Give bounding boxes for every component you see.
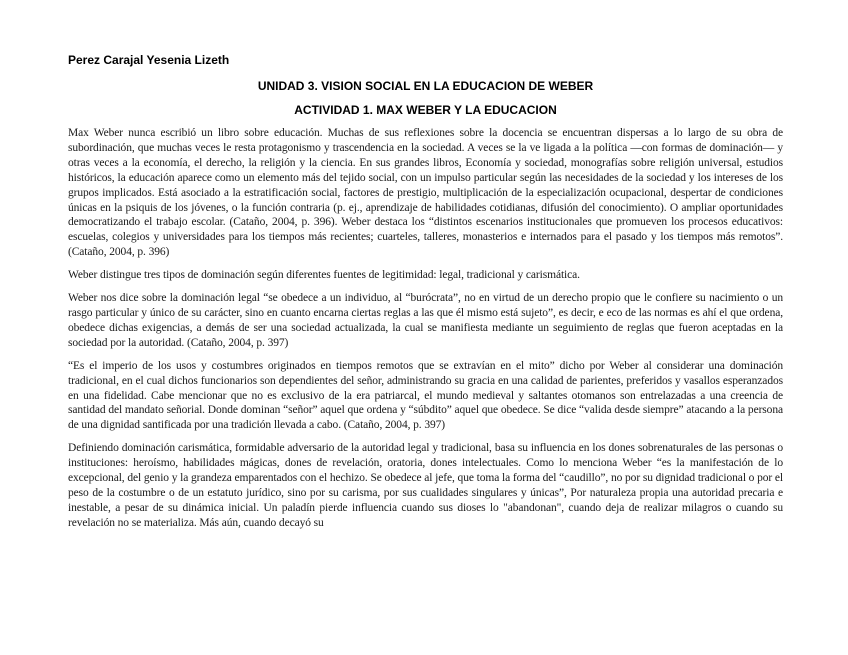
paragraph-charismatic-domination: Definiendo dominación carismática, formidable adversario de la autoridad legal y tradicional, basa su influencia en los dones sobrenaturales de las personas o instituciones: heroísmo, habilidades mágicas, dones de revelación, oratoria, dones intelectuales. Como lo menciona Weber “es la manifestación de lo excepcional, del genio y la grandeza emparentados con el hechizo. Se obedece al jefe, que toma la forma del “caudillo”, no por su dignidad tradicional o por el peso de la costumbre o de un estatuto jurídico, sino por su carisma, por sus cualidades singulares y únicas”, Por naturaleza propia una autoridad precaria e inestable, a pesar de su dinámica inicial. Un paladín pierde influencia cuando sus dioses lo "abandonan", cuando deja de realizar milagros o cuando su revelación no se materializa. Más aún, cuando decayó su xyxy=(68,442,784,529)
activity-title: ACTIVIDAD 1. MAX WEBER Y LA EDUCACION xyxy=(294,103,557,117)
paragraph-traditional-domination: “Es el imperio de los usos y costumbres originados en tiempos remotos que se extravían en el mito” dicho por Weber al considerar una dominación tradicional, en el cual dichos funcionarios son dependientes del señor, administrando su gracia en una calidad de parientes, preferidos y vasallos esperanzados en una fidelidad. Cabe mencionar que no es exclusivo de la era patriarcal, el mundo medieval y saltantes otomanos son entrelazadas a una creencia de santidad del mandato señorial. Donde dominan “señor” aquel que ordena y “súbdito” aquel que obedece. Se dice “valida desde siempre” atacando a la persona de una dignidad santificada por una tradición llevada a cabo. (Cataño, 2004, p. 397) xyxy=(68,359,783,432)
unit-title: UNIDAD 3. VISION SOCIAL EN LA EDUCACION DE WEBER xyxy=(257,79,594,93)
document-body xyxy=(68,126,783,539)
author-name: Perez Carajal Yesenia Lizeth xyxy=(68,53,230,67)
paragraph-intro: Max Weber nunca escribió un libro sobre educación. Muchas de sus reflexiones sobre la docencia se encuentran dispersas a lo largo de su obra de subordinación, que muchas veces le resta protagonismo y trascendencia en la sociedad. A veces se la ve ligada a la política —con formas de dominación— y otras veces a la economía, el derecho, la religión y la ciencia. En sus grandes libros, Economía y sociedad, monografías sobre religión universal, estudios históricos, la educación aparece como un elemento más del tejido social, con un impulso particular según las necesidades de la sociedad y los intereses de los grupos implicados. Está asociado a la estratificación social, factores de prestigio, multiplicación de la especialización ocupacional, despertar de condiciones únicas en la psiquis de los jóvenes, o la función contraria (p. ej., aprendizaje de habilidades cotidianas, difusión del conocimiento). O ampliar oportunidades democratizando el trabajo escolar. (Cataño, 2004, p. 396). Weber destaca los “distintos escenarios institucionales que promueven los procesos educativos: escuelas, colegios y universidades para los tiempos más recientes; cuarteles, talleres, monasterios e internados para el pasado y los tiempos más remotos”. (Cataño, 2004, p. 396) xyxy=(68,127,783,259)
paragraph-domination-types: Weber distingue tres tipos de dominación según diferentes fuentes de legitimidad: legal, tradicional y carismática. xyxy=(68,269,580,282)
paragraph-legal-domination: Weber nos dice sobre la dominación legal “se obedece a un individuo, al “burócrata”, no en virtud de un derecho propio que le confiere su nacimiento o un rasgo particular y único de su carácter, sino en cuanto encarna ciertas reglas a las que él mismo está sujeto”, es decir, e eco de las normas es ahí el que ordena, obedece dichas exigencias, a demás de ser una sociedad actualizada, la cual se manifiesta mediante un seguimiento de reglas que fueron aceptadas en la sociedad por la autoridad. (Cataño, 2004, p. 397) xyxy=(68,292,783,349)
